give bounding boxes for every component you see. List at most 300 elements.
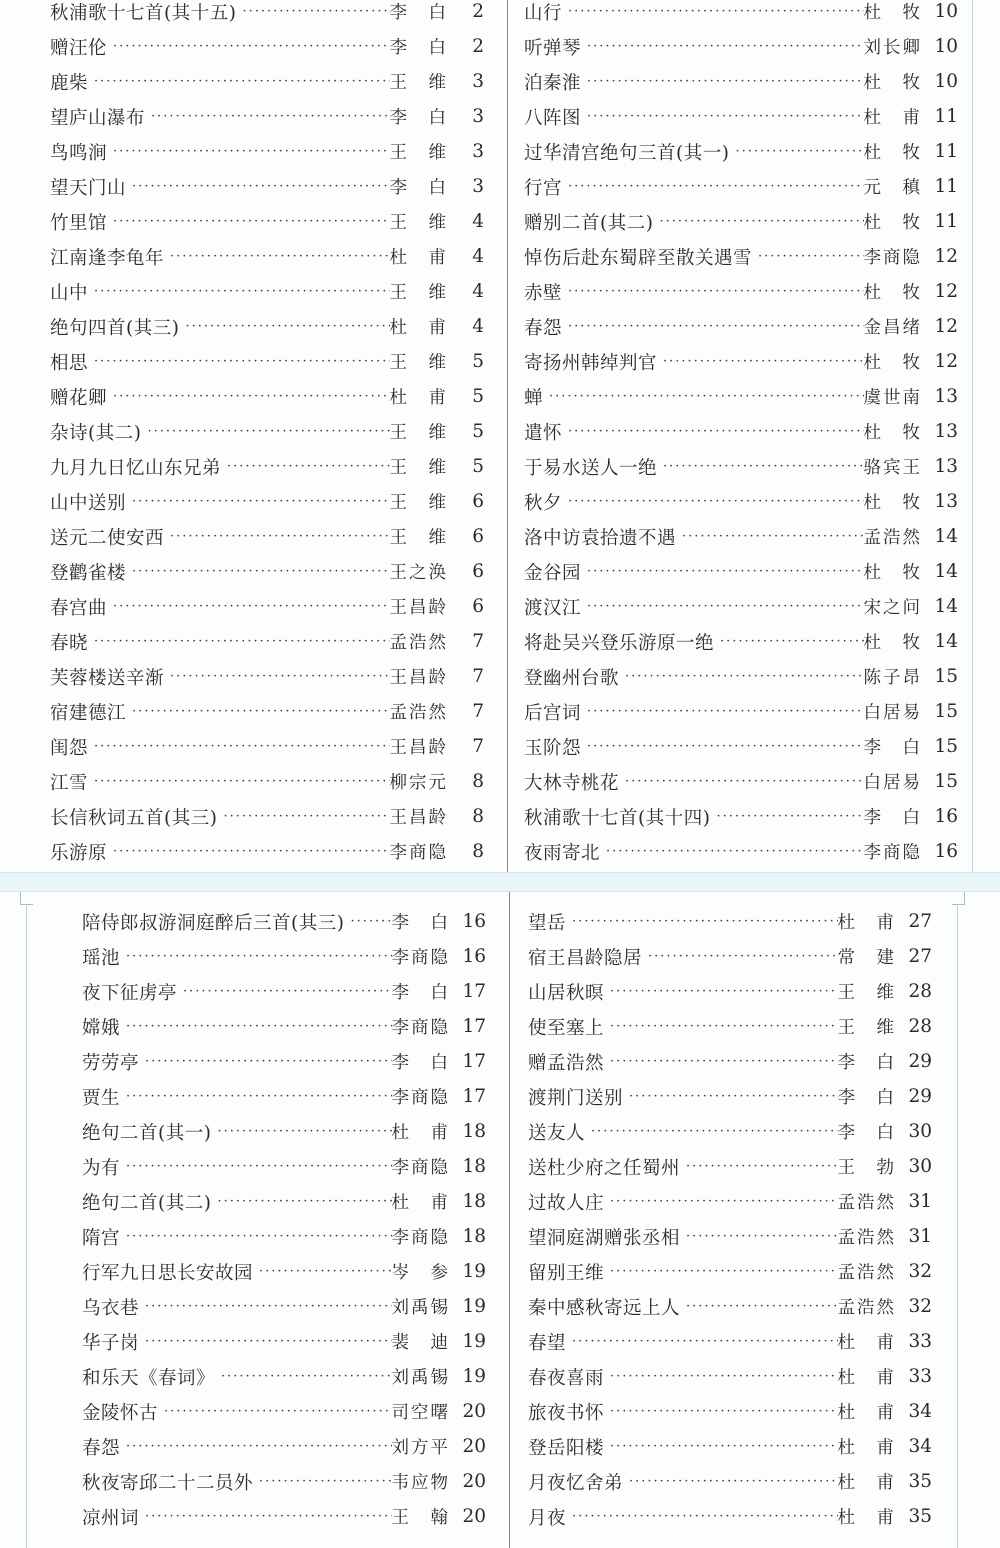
page-number: 5 (472, 386, 484, 407)
toc-entry[interactable] (82, 1044, 486, 1079)
toc-entry[interactable] (82, 939, 486, 974)
toc-entry[interactable] (524, 344, 958, 379)
toc-entry[interactable] (528, 1359, 932, 1394)
toc-entry[interactable] (82, 1184, 486, 1219)
toc-entry[interactable] (524, 239, 958, 274)
page-number: 18 (462, 1156, 486, 1177)
toc-entry[interactable] (82, 1464, 486, 1499)
page-number: 6 (472, 526, 484, 547)
page-number: 17 (462, 1051, 486, 1072)
poem-author: 王 翰 (391, 1508, 450, 1528)
page-number: 27 (908, 911, 932, 932)
dot-leader (566, 904, 837, 939)
toc-entry[interactable] (524, 624, 958, 659)
dot-leader (211, 1184, 391, 1219)
toc-entry[interactable] (524, 414, 958, 449)
page-edge-line (972, 0, 973, 872)
page-number: 33 (908, 1331, 932, 1352)
dot-leader (126, 484, 389, 519)
page-number: 7 (472, 666, 484, 687)
poem-author: 杜 牧 (863, 633, 922, 653)
poem-author: 骆宾王 (863, 458, 922, 478)
toc-entry[interactable] (82, 1254, 486, 1289)
page-number: 4 (472, 246, 484, 267)
poem-title: 闺怨 (50, 737, 89, 759)
dot-leader (729, 134, 863, 169)
poem-title: 秦中感秋寄远上人 (528, 1297, 681, 1319)
poem-author: 韦应物 (391, 1473, 450, 1493)
toc-entry[interactable] (524, 29, 958, 64)
poem-title: 春夜喜雨 (528, 1367, 605, 1389)
poem-author: 王昌龄 (389, 668, 448, 688)
toc-entry[interactable] (50, 239, 484, 274)
page-edge-line-left (26, 906, 27, 1548)
poem-title: 望岳 (528, 912, 567, 934)
poem-author: 杜 甫 (837, 1368, 896, 1388)
poem-title: 瑶池 (82, 947, 121, 969)
poem-title: 蝉 (524, 387, 544, 409)
poem-title: 杂诗(其二) (50, 422, 142, 444)
toc-entry[interactable] (524, 0, 958, 29)
toc-entry[interactable] (528, 939, 932, 974)
toc-entry[interactable] (50, 64, 484, 99)
dot-leader (581, 729, 863, 764)
poem-author: 柳宗元 (389, 773, 448, 793)
corner-ornament-left (20, 892, 33, 905)
poem-title: 江雪 (50, 772, 89, 794)
page-number: 20 (462, 1506, 486, 1527)
toc-entry[interactable] (50, 589, 484, 624)
toc-entry[interactable] (50, 799, 484, 834)
poem-author: 元 稹 (863, 178, 922, 198)
page-number: 13 (934, 456, 958, 477)
poem-author: 王 维 (389, 423, 448, 443)
poem-title: 江南逢李龟年 (50, 247, 165, 269)
poem-author: 王之涣 (389, 563, 448, 583)
page-number: 3 (472, 176, 484, 197)
poem-title: 八阵图 (524, 107, 582, 129)
page-number: 15 (934, 736, 958, 757)
poem-author: 杜 牧 (863, 563, 922, 583)
poem-author: 王 维 (389, 493, 448, 513)
toc-entry[interactable] (50, 624, 484, 659)
toc-entry[interactable] (50, 519, 484, 554)
page-number: 18 (462, 1121, 486, 1142)
toc-entry[interactable] (50, 659, 484, 694)
page-number: 13 (934, 386, 958, 407)
dot-leader (562, 309, 863, 344)
poem-author: 李 白 (837, 1088, 896, 1108)
toc-entry[interactable] (50, 379, 484, 414)
poem-author: 王 维 (389, 353, 448, 373)
toc-entry[interactable] (82, 1359, 486, 1394)
dot-leader (88, 64, 389, 99)
toc-entry[interactable] (50, 344, 484, 379)
toc-entry[interactable] (50, 134, 484, 169)
poem-author: 孟浩然 (837, 1298, 896, 1318)
dot-leader (680, 1219, 837, 1254)
poem-author: 杜 牧 (863, 143, 922, 163)
toc-entry[interactable] (528, 1429, 932, 1464)
toc-entry[interactable] (82, 1289, 486, 1324)
poem-title: 过华清宫绝句三首(其一) (524, 142, 730, 164)
corner-ornament-right (952, 892, 965, 905)
dot-leader (253, 1254, 391, 1289)
toc-entry[interactable] (82, 1114, 486, 1149)
column-divider (507, 0, 508, 872)
toc-entry[interactable] (528, 1114, 932, 1149)
page-number: 29 (908, 1086, 932, 1107)
poem-author: 李 白 (391, 1053, 450, 1073)
dot-leader (604, 1184, 837, 1219)
dot-leader (139, 1289, 391, 1324)
poem-title: 于易水送人一绝 (524, 457, 658, 479)
dot-leader (623, 1464, 837, 1499)
poem-author: 司空曙 (391, 1403, 450, 1423)
poem-title: 望洞庭湖赠张丞相 (528, 1227, 681, 1249)
toc-entry[interactable] (82, 1394, 486, 1429)
dot-leader (126, 554, 389, 589)
dot-leader (221, 449, 389, 484)
toc-entry[interactable] (528, 904, 932, 939)
toc-entry[interactable] (528, 1079, 932, 1114)
page-number: 7 (472, 631, 484, 652)
poem-title: 隋宫 (82, 1227, 121, 1249)
poem-author: 王 维 (389, 73, 448, 93)
poem-author: 李商隐 (863, 248, 922, 268)
dot-leader (562, 414, 863, 449)
poem-author: 杜 牧 (863, 73, 922, 93)
dot-leader (107, 589, 389, 624)
dot-leader (581, 64, 863, 99)
dot-leader (562, 169, 863, 204)
poem-title: 留别王维 (528, 1262, 605, 1284)
dot-leader (88, 624, 389, 659)
page-number: 13 (934, 491, 958, 512)
page-number: 31 (908, 1226, 932, 1247)
toc-entry[interactable] (50, 449, 484, 484)
toc-entry[interactable] (50, 0, 484, 29)
poem-author: 李 白 (391, 913, 450, 933)
dot-leader (145, 99, 389, 134)
toc-entry[interactable] (82, 1219, 486, 1254)
dot-leader (581, 694, 863, 729)
page-number: 15 (934, 771, 958, 792)
toc-entry[interactable] (528, 1499, 932, 1534)
dot-leader (619, 764, 863, 799)
toc-entry[interactable] (82, 1149, 486, 1184)
page-number: 11 (934, 176, 958, 197)
poem-author: 杜 甫 (389, 248, 448, 268)
poem-author: 李商隐 (391, 1228, 450, 1248)
dot-leader (585, 1114, 837, 1149)
dot-leader (120, 1009, 391, 1044)
poem-author: 刘禹锡 (391, 1298, 450, 1318)
poem-title: 登幽州台歌 (524, 667, 620, 689)
toc-entry[interactable] (50, 99, 484, 134)
poem-author: 李 白 (389, 3, 448, 23)
dot-leader (657, 344, 863, 379)
poem-author: 李 白 (863, 808, 922, 828)
dot-leader (604, 1044, 837, 1079)
page-number: 19 (462, 1261, 486, 1282)
page-number: 19 (462, 1296, 486, 1317)
toc-entry[interactable] (528, 1219, 932, 1254)
toc-entry[interactable] (50, 554, 484, 589)
toc-entry[interactable] (82, 904, 486, 939)
dot-leader (120, 1219, 391, 1254)
poem-title: 送杜少府之任蜀州 (528, 1157, 681, 1179)
poem-author: 李商隐 (391, 1158, 450, 1178)
dot-leader (566, 1499, 837, 1534)
page-number: 17 (462, 1086, 486, 1107)
poem-author: 王 维 (837, 1018, 896, 1038)
dot-leader (680, 1289, 837, 1324)
poem-author: 王 维 (389, 283, 448, 303)
toc-entry[interactable] (524, 449, 958, 484)
toc-entry[interactable] (50, 274, 484, 309)
toc-entry[interactable] (524, 799, 958, 834)
poem-title: 送友人 (528, 1122, 586, 1144)
page-number: 4 (472, 281, 484, 302)
poem-author: 杜 牧 (863, 493, 922, 513)
poem-title: 金陵怀古 (82, 1402, 159, 1424)
poem-title: 听弹琴 (524, 37, 582, 59)
dot-leader (581, 554, 863, 589)
poem-author: 杜 牧 (863, 353, 922, 373)
poem-title: 洛中访袁拾遗不遇 (524, 527, 677, 549)
toc-entry[interactable] (524, 169, 958, 204)
page-number: 27 (908, 946, 932, 967)
poem-title: 金谷园 (524, 562, 582, 584)
toc-entry[interactable] (524, 134, 958, 169)
poem-title: 绝句二首(其二) (82, 1192, 212, 1214)
toc-entry[interactable] (524, 834, 958, 869)
toc-entry[interactable] (524, 274, 958, 309)
poem-author: 王昌龄 (389, 598, 448, 618)
dot-leader (604, 1429, 837, 1464)
poem-title: 劳劳亭 (82, 1052, 140, 1074)
page-number: 10 (934, 1, 958, 22)
toc-entry[interactable] (50, 694, 484, 729)
toc-entry[interactable] (524, 519, 958, 554)
poem-author: 孟浩然 (389, 703, 448, 723)
dot-leader (642, 939, 837, 974)
toc-entry[interactable] (528, 974, 932, 1009)
dot-leader (562, 274, 863, 309)
page-number: 12 (934, 281, 958, 302)
page-number: 6 (472, 561, 484, 582)
dot-leader (600, 834, 863, 869)
dot-leader (88, 344, 389, 379)
dot-leader (164, 659, 389, 694)
poem-author: 李 白 (389, 178, 448, 198)
toc-entry[interactable] (524, 764, 958, 799)
page-number: 6 (472, 491, 484, 512)
toc-entry[interactable] (528, 1044, 932, 1079)
page-number: 20 (462, 1471, 486, 1492)
poem-author: 杜 牧 (863, 213, 922, 233)
toc-entry[interactable] (82, 1324, 486, 1359)
poem-title: 遣怀 (524, 422, 563, 444)
toc-entry[interactable] (82, 1499, 486, 1534)
page-number: 11 (934, 141, 958, 162)
poem-author: 陈子昂 (863, 668, 922, 688)
toc-entry[interactable] (50, 764, 484, 799)
toc-entry[interactable] (528, 1149, 932, 1184)
poem-title: 使至塞上 (528, 1017, 605, 1039)
toc-entry[interactable] (528, 1254, 932, 1289)
dot-leader (107, 204, 389, 239)
page-number: 30 (908, 1121, 932, 1142)
toc-entry[interactable] (524, 659, 958, 694)
toc-entry[interactable] (524, 379, 958, 414)
poem-author: 李 白 (391, 983, 450, 1003)
toc-entry[interactable] (82, 1009, 486, 1044)
poem-author: 金昌绪 (863, 318, 922, 338)
toc-entry[interactable] (50, 484, 484, 519)
page-number: 35 (908, 1506, 932, 1527)
poem-author: 宋之问 (863, 598, 922, 618)
page-number: 14 (934, 631, 958, 652)
dot-leader (581, 29, 863, 64)
toc-entry[interactable] (50, 729, 484, 764)
toc-entry[interactable] (528, 1289, 932, 1324)
dot-leader (581, 589, 863, 624)
dot-leader (215, 1359, 391, 1394)
dot-leader (88, 274, 389, 309)
poem-title: 玉阶怨 (524, 737, 582, 759)
poem-author: 李商隐 (389, 843, 448, 863)
toc-entry[interactable] (524, 64, 958, 99)
poem-author: 裴 迪 (391, 1333, 450, 1353)
poem-title: 登岳阳楼 (528, 1437, 605, 1459)
dot-leader (604, 1009, 837, 1044)
poem-title: 为有 (82, 1157, 121, 1179)
dot-leader (676, 519, 863, 554)
page-number: 14 (934, 561, 958, 582)
page-number: 15 (934, 701, 958, 722)
poem-author: 杜 甫 (837, 1508, 896, 1528)
toc-entry[interactable] (524, 554, 958, 589)
toc-entry[interactable] (524, 309, 958, 344)
page-number: 17 (462, 1016, 486, 1037)
page-number: 15 (934, 666, 958, 687)
poem-title: 渡荆门送别 (528, 1087, 624, 1109)
page-number: 11 (934, 106, 958, 127)
toc-entry[interactable] (82, 974, 486, 1009)
page-number: 20 (462, 1401, 486, 1422)
toc-entry[interactable] (50, 309, 484, 344)
poem-title: 夜雨寄北 (524, 842, 601, 864)
poem-title: 乌衣巷 (82, 1297, 140, 1319)
dot-leader (107, 29, 389, 64)
poem-title: 行军九日思长安故园 (82, 1262, 254, 1284)
toc-entry[interactable] (82, 1079, 486, 1114)
poem-title: 送元二使安西 (50, 527, 165, 549)
dot-leader (139, 1044, 391, 1079)
poem-title: 贾生 (82, 1087, 121, 1109)
poem-title: 山居秋暝 (528, 982, 605, 1004)
toc-entry[interactable] (524, 484, 958, 519)
poem-title: 赠汪伦 (50, 37, 108, 59)
toc-entry[interactable] (528, 1009, 932, 1044)
toc-entry[interactable] (524, 99, 958, 134)
poem-title: 赠别二首(其二) (524, 212, 654, 234)
poem-author: 刘长卿 (863, 38, 922, 58)
dot-leader (236, 0, 389, 29)
page-number: 3 (472, 106, 484, 127)
dot-leader (120, 1149, 391, 1184)
toc-page-bottom (0, 892, 1000, 1548)
poem-title: 竹里馆 (50, 212, 108, 234)
toc-entry[interactable] (528, 1464, 932, 1499)
dot-leader (657, 449, 863, 484)
poem-author: 杜 甫 (837, 1473, 896, 1493)
dot-leader (139, 1499, 391, 1534)
poem-title: 秋夜寄邱二十二员外 (82, 1472, 254, 1494)
toc-entry[interactable] (50, 204, 484, 239)
page-number: 5 (472, 421, 484, 442)
page-break (0, 872, 1000, 892)
poem-author: 杜 甫 (389, 318, 448, 338)
poem-title: 春怨 (524, 317, 563, 339)
dot-leader (179, 309, 389, 344)
toc-entry[interactable] (50, 414, 484, 449)
poem-title: 渡汉江 (524, 597, 582, 619)
dot-leader (604, 1254, 837, 1289)
dot-leader (653, 204, 863, 239)
toc-entry[interactable] (524, 729, 958, 764)
toc-entry[interactable] (528, 1184, 932, 1219)
page-number: 18 (462, 1191, 486, 1212)
poem-author: 孟浩然 (837, 1263, 896, 1283)
poem-author: 孟浩然 (389, 633, 448, 653)
toc-entry[interactable] (524, 694, 958, 729)
toc-entry[interactable] (528, 1394, 932, 1429)
poem-title: 和乐天《春词》 (82, 1367, 216, 1389)
dot-leader (562, 0, 863, 29)
dot-leader (752, 239, 863, 274)
poem-author: 王 维 (837, 983, 896, 1003)
poem-title: 春怨 (82, 1437, 121, 1459)
page-number: 11 (934, 211, 958, 232)
dot-leader (562, 484, 863, 519)
page-number: 3 (472, 71, 484, 92)
dot-leader (120, 1079, 391, 1114)
page-number: 30 (908, 1156, 932, 1177)
dot-leader (344, 904, 391, 939)
dot-leader (141, 414, 389, 449)
toc-entry[interactable] (528, 1324, 932, 1359)
poem-author: 白居易 (863, 773, 922, 793)
toc-entry[interactable] (82, 1429, 486, 1464)
dot-leader (164, 239, 389, 274)
poem-title: 月夜忆舍弟 (528, 1472, 624, 1494)
poem-title: 赤壁 (524, 282, 563, 304)
dot-leader (543, 379, 863, 414)
toc-entry[interactable] (50, 169, 484, 204)
page-number: 32 (908, 1261, 932, 1282)
toc-entry[interactable] (50, 29, 484, 64)
toc-entry[interactable] (524, 204, 958, 239)
poem-author: 王 维 (389, 143, 448, 163)
toc-entry[interactable] (50, 834, 484, 869)
toc-entry[interactable] (524, 589, 958, 624)
poem-title: 宿王昌龄隐居 (528, 947, 643, 969)
page-number: 12 (934, 316, 958, 337)
dot-leader (604, 1394, 837, 1429)
